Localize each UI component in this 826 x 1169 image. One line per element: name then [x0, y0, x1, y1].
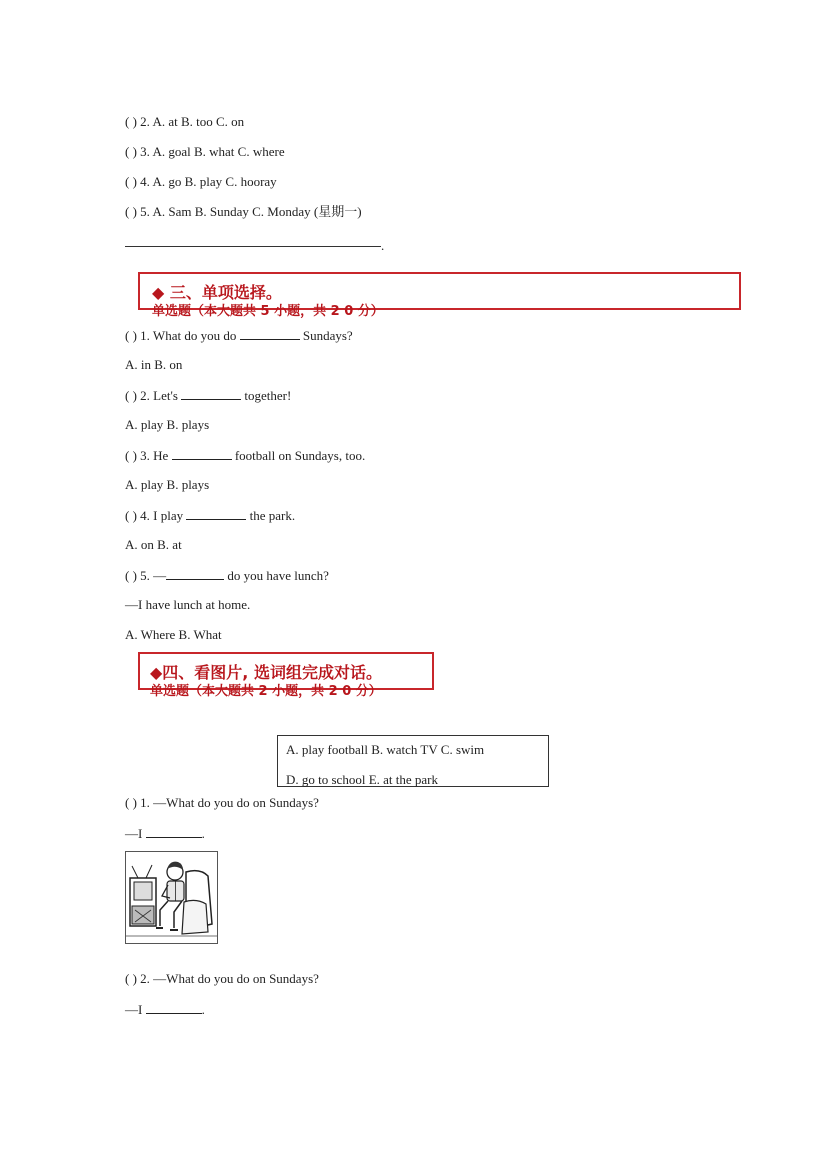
- answer-blank[interactable]: [181, 387, 241, 400]
- s2-item-4: ( ) 4. A. go B. play C. hooray: [125, 174, 277, 189]
- phrase-options-line-2: D. go to school E. at the park: [286, 772, 438, 787]
- s3-question-2: ( ) 2. Let's together!: [125, 388, 292, 403]
- s2-item-3: ( ) 3. A. goal B. what C. where: [125, 144, 285, 159]
- section4-subtitle: 单选题（本大题共 2 小题，共 2 0 分）: [150, 684, 382, 699]
- boy-watching-tv-icon: [126, 852, 217, 943]
- s3-question-3: ( ) 3. He football on Sundays, too.: [125, 448, 366, 463]
- s3-answer-5: —I have lunch at home.: [125, 597, 251, 612]
- s3-question-5: ( ) 5. — do you have lunch?: [125, 568, 329, 583]
- s4-question-1: ( ) 1. —What do you do on Sundays?: [125, 795, 319, 810]
- answer-blank[interactable]: [146, 825, 202, 838]
- phrase-options-line-1: A. play football B. watch TV C. swim: [286, 742, 485, 757]
- section3-title: ◆ 三、单项选择。: [152, 283, 282, 302]
- s4-answer-1: —I .: [125, 826, 205, 841]
- section3-subtitle: 单选题（本大题共 5 小题，共 2 0 分）: [152, 304, 384, 319]
- s3-options-4: A. on B. at: [125, 537, 182, 552]
- s4-answer-2: —I .: [125, 1002, 205, 1017]
- s3-options-1: A. in B. on: [125, 357, 183, 372]
- s3-question-4: ( ) 4. I play the park.: [125, 508, 296, 523]
- answer-blank[interactable]: [146, 1001, 202, 1014]
- answer-blank[interactable]: [172, 447, 232, 460]
- boy-watching-tv-picture: [125, 851, 218, 944]
- s4-question-2: ( ) 2. —What do you do on Sundays?: [125, 971, 319, 986]
- answer-rule: [125, 246, 381, 247]
- s3-options-2: A. play B. plays: [125, 417, 210, 432]
- answer-blank[interactable]: [186, 507, 246, 520]
- answer-blank[interactable]: [240, 327, 300, 340]
- s3-options-3: A. play B. plays: [125, 477, 210, 492]
- s3-options-5: A. Where B. What: [125, 627, 222, 642]
- answer-blank[interactable]: [166, 567, 224, 580]
- section4-title: ◆四、看图片, 选词组完成对话。: [150, 663, 382, 682]
- s2-item-5: ( ) 5. A. Sam B. Sunday C. Monday (星期一): [125, 204, 362, 219]
- s2-item-2: ( ) 2. A. at B. too C. on: [125, 114, 245, 129]
- section4-header: [138, 652, 434, 699]
- phrase-options-box: [277, 735, 549, 787]
- section3-header: [138, 272, 741, 319]
- s3-question-1: ( ) 1. What do you do Sundays?: [125, 328, 353, 343]
- rule-end-mark: .: [381, 238, 385, 253]
